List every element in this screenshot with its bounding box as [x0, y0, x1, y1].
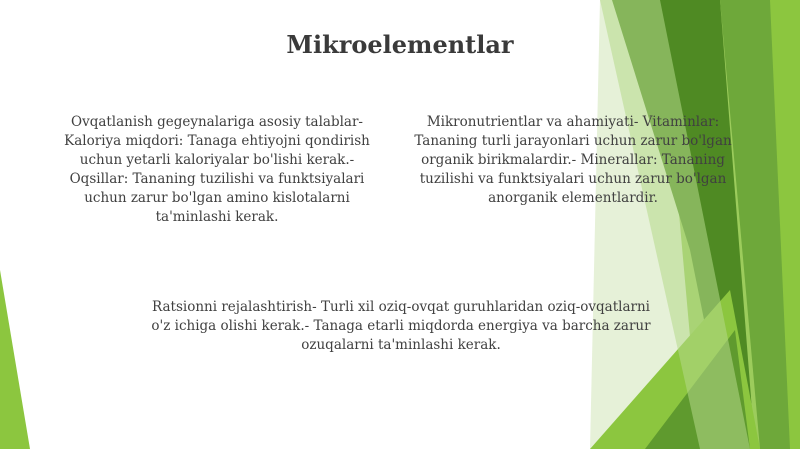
left-green-wedge [0, 270, 30, 449]
paragraph-micronutrients: Mikronutrientlar va ahamiyati- Vitaminlar: Tananing turli jarayonlari uchun zarur bo'lgan organik birikmalardir.- Minerallar: Tananing tuzilishi va funktsiyalari uchun zarur bo'lgan anorganik elementlardir. [414, 114, 732, 206]
paragraph-nutrition-requirements: Ovqatlanish gegeynalariga asosiy talablar- Kaloriya miqdori: Tanaga ehtiyojni qondirish uchun yetarli kaloriyalar bo'lishi kerak.- Oqsillar: Tananing tuzilishi va funktsiyalari uchun zarur bo'lgan amino kislotalarni ta'minlashi kerak. [64, 114, 370, 225]
slide-title: Mikroelementlar [286, 30, 514, 59]
paragraph-diet-planning: Ratsionni rejalashtirish- Turli xil oziq-ovqat guruhlaridan oziq-ovqatlarni o'z ichiga olishi kerak.- Tanaga etarli miqdorda energiya va barcha zarur ozuqalarni ta'minlashi kerak. [151, 299, 651, 353]
